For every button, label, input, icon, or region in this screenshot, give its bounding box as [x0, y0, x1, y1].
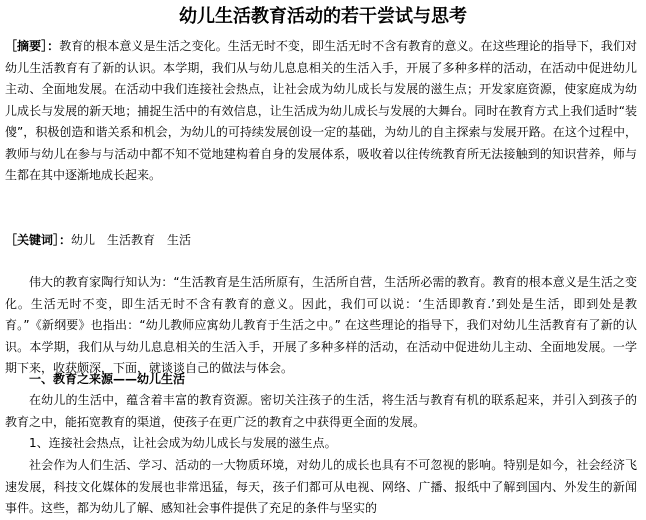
section-heading: 一、教育之来源——幼儿生活 [29, 372, 186, 386]
keywords-paragraph [5, 230, 637, 252]
section-paragraph: 在幼儿的生活中，蕴含着丰富的教育资源。密切关注孩子的生活，将生活与教育有机的联系起来，并引入到孩子的教育之中，能拓宽教育的渠道，使孩子在更广泛的教育之中获得更全面的发展。 [5, 393, 637, 429]
abstract-label: ［摘要］： [5, 39, 60, 53]
keywords-text: 幼儿 生活教育 生活 [71, 233, 192, 247]
intro-paragraph: 伟大的教育家陶行知认为：“生活教育是生活所原有，生活所自营，生活所必需的教育。教育的根本意义是生活之变化。生活无时不变，即生活无时不含有教育的意义。因此，我们可以说：‘生活即教育.’到处是生活，即到处是教育。”《新纲要》也指出：“幼儿教师应寓幼儿教育于生活之中。” 在这些理论的指导下，我们对幼儿生活教育有了新的认识。本学期，我们从与幼儿息息相关的生活入手，开展了多种多样的活动，在活动中促进幼儿主动、全面地发展。一学期下来，收获颇深，下面，就谈谈自己的做法与体会。 [5, 275, 637, 375]
subsection-paragraph: 社会作为人们生活、学习、活动的一大物质环境，对幼儿的成长也具有不可忽视的影响。特别是如今，社会经济飞速发展，科技文化媒体的发展也非常迅猛，每天，孩子们都可从电视、网络、广播、报纸中了解到国内、外发生的新闻事件。这些，都为幼儿了解、感知社会事件提供了充足的条件与坚实的 [5, 458, 637, 515]
subsection-heading: 1、连接社会热点，让社会成为幼儿成长与发展的滋生点。 [29, 436, 337, 450]
abstract-paragraph [5, 36, 637, 187]
abstract-text: 教育的根本意义是生活之变化。生活无时不变，即生活无时不含有教育的意义。在这些理论的指导下，我们对幼儿生活教育有了新的认识。本学期，我们从与幼儿息息相关的生活入手，开展了多种多样的活动，在活动中促进幼儿主动、全面地发展。在活动中我们连接社会热点，让社会成为幼儿成长与发展的滋生点；开发家庭资源，使家庭成为幼儿成长与发展的新天地；捕捉生活中的有效信息，让生活成为幼儿成长与发展的大舞台。同时在教育方式上我们适时“装傻”，积极创造和谐关系和机会，为幼儿的可持续发展创设一定的基础，为幼儿的自主探索与发展开路。在这个过程中，教师与幼儿在参与与活动中都不知不觉地建构着自身的发展体系，吸收着以往传统教育所无法接触到的知识营养，师与生都在其中逐渐地成长起来。 [5, 39, 637, 182]
document-title: 幼儿生活教育活动的若干尝试与思考 [179, 6, 467, 27]
keywords-label: ［关键词］： [5, 233, 72, 247]
